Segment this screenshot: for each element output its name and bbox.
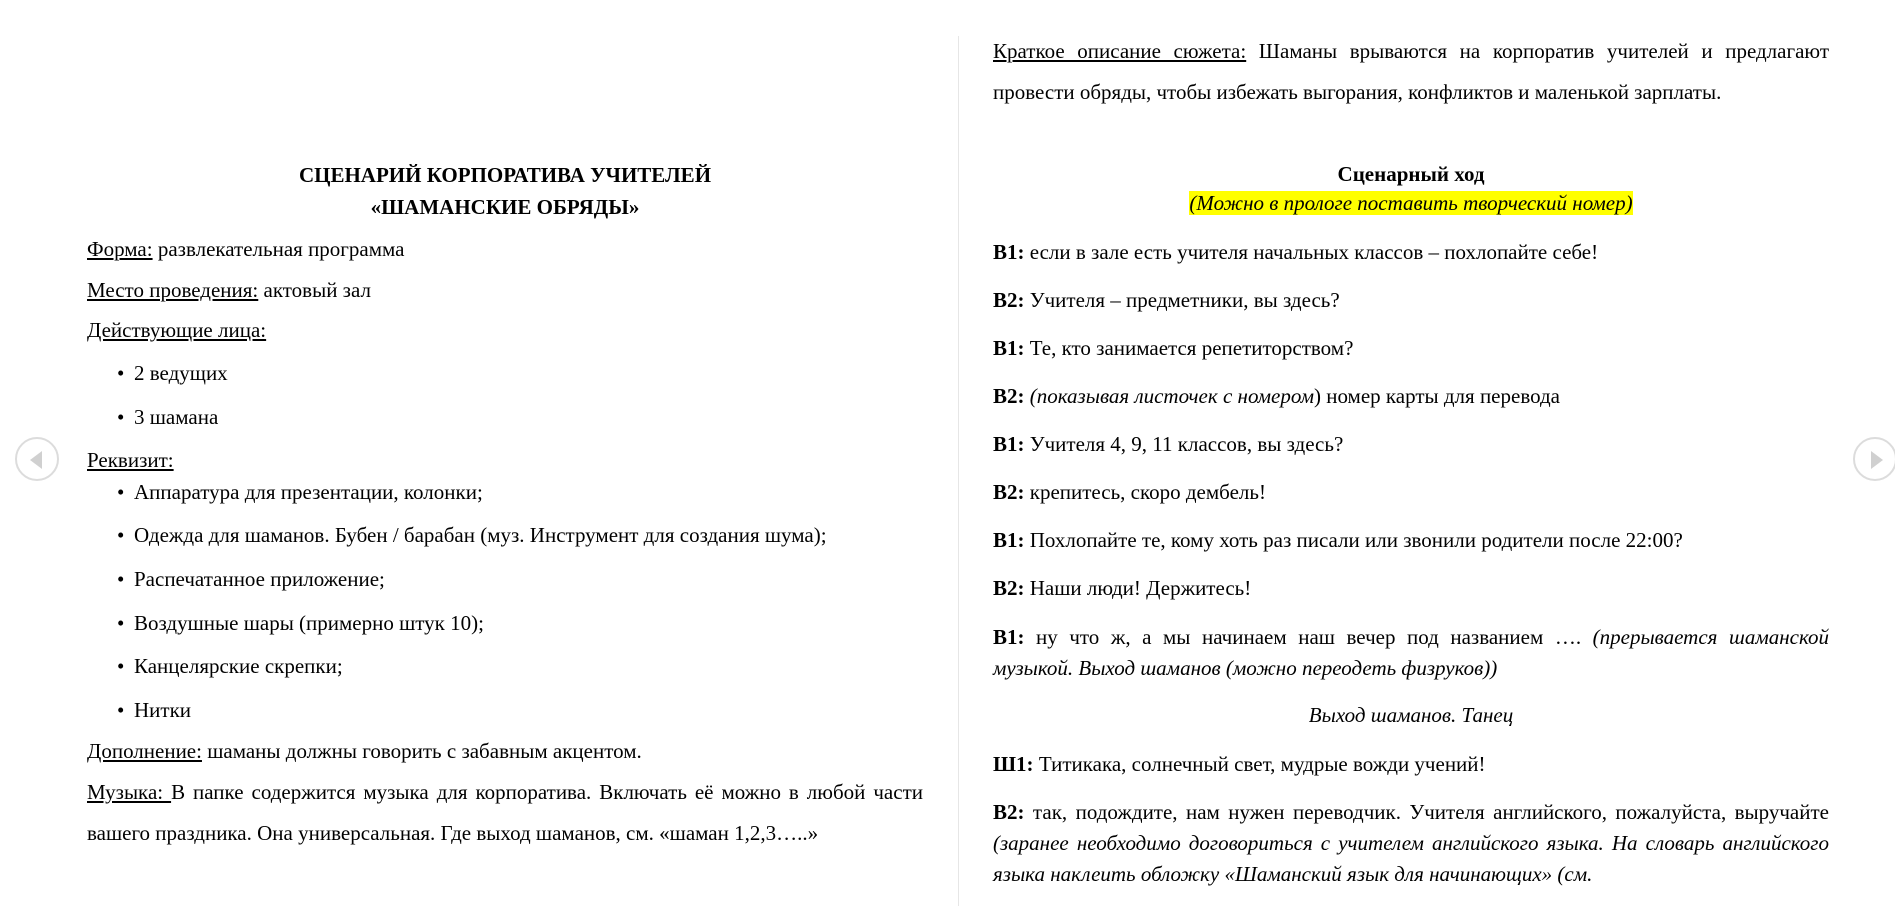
forma-row xyxy=(87,237,405,261)
document-title-line1: СЦЕНАРИЙ КОРПОРАТИВА УЧИТЕЛЕЙ xyxy=(298,163,712,187)
list-item: • 3 шамана xyxy=(117,405,219,429)
list-item: • Одежда для шаманов. Бубен / барабан (муз. Инструмент для создания шума); xyxy=(117,523,827,547)
dialogue-line: В1: если в зале есть учителя начальных классов – похлопайте себе! xyxy=(993,240,1599,264)
dialogue-line: В2: так, подождите, нам нужен переводчик. Учителя английского, пожалуйста, выручайте (заранее необходимо договориться с учителем английского языка. На словарь английского языка наклеить обложку «Шаманский язык для начинающих» (см. xyxy=(993,800,1829,886)
next-page-button[interactable] xyxy=(1853,437,1895,481)
music-paragraph xyxy=(87,772,923,854)
dialogue-line: В1: Учителя 4, 9, 11 классов, вы здесь? xyxy=(993,432,1344,456)
forma-value: развлекательная программа xyxy=(152,237,405,261)
bullet-icon: • xyxy=(117,361,125,385)
dialogue-line: Ш1: Титикака, солнечный свет, мудрые вожди учений! xyxy=(993,752,1486,776)
place-value: актовый зал xyxy=(258,278,371,302)
summary-value: Шаманы врываются на корпоратив учителей и предлагают провести обряды, чтобы избежать выгорания, конфликтов и маленькой зарплаты. xyxy=(993,39,1829,104)
document-title-line2: «ШАМАНСКИЕ ОБРЯДЫ» xyxy=(370,195,640,219)
forma-label: Форма: xyxy=(87,237,153,261)
addition-label: Дополнение: xyxy=(87,739,202,763)
bullet-icon: • xyxy=(117,611,125,635)
left-page xyxy=(87,0,923,923)
scenario-heading: Сценарный ход xyxy=(1337,162,1485,186)
dialogue-line: В2: (показывая листочек с номером) номер карты для перевода xyxy=(993,384,1561,408)
place-row xyxy=(87,278,371,302)
dialogue-line: В1: Похлопайте те, кому хоть раз писали или звонили родители после 22:00? xyxy=(993,528,1683,552)
summary-label: Краткое описание сюжета: xyxy=(993,39,1247,63)
list-item: • Канцелярские скрепки; xyxy=(117,654,343,678)
persons-label: Действующие лица: xyxy=(87,318,267,342)
list-item: • Нитки xyxy=(117,698,192,722)
list-item: • Распечатанное приложение; xyxy=(117,567,385,591)
dialogue-line: В1: ну что ж, а мы начинаем наш вечер под названием …. (прерывается шаманской музыкой. Выход шаманов (можно переодеть физруков)) xyxy=(993,625,1829,680)
dialogue-line: В2: Наши люди! Держитесь! xyxy=(993,576,1252,600)
chevron-right-icon xyxy=(1871,451,1883,469)
dialogue-line: В2: Учителя – предметники, вы здесь? xyxy=(993,288,1340,312)
place-label: Место проведения: xyxy=(87,278,259,302)
right-page xyxy=(993,0,1829,923)
bullet-icon: • xyxy=(117,654,125,678)
addition-value: шаманы должны говорить с забавным акцентом. xyxy=(201,739,642,763)
previous-page-button[interactable] xyxy=(15,437,59,481)
bullet-icon: • xyxy=(117,698,125,722)
music-label: Музыка: xyxy=(87,780,172,804)
dialogue-line: В1: Те, кто занимается репетиторством? xyxy=(993,336,1354,360)
bullet-icon: • xyxy=(117,480,125,504)
prologue-note: (Можно в прологе поставить творческий номер) xyxy=(1189,191,1633,215)
list-item: • Воздушные шары (примерно штук 10); xyxy=(117,611,484,635)
dialogue-line: В2: крепитесь, скоро дембель! xyxy=(993,480,1266,504)
addition-row xyxy=(87,739,642,763)
list-item: • 2 ведущих xyxy=(117,361,228,385)
music-value: В папке содержится музыка для корпоратива. Включать её можно в любой части вашего праздника. Она универсальная. Где выход шаманов, см. «шаман 1,2,3…..» xyxy=(87,780,923,845)
bullet-icon: • xyxy=(117,523,125,547)
list-item: • Аппаратура для презентации, колонки; xyxy=(117,480,483,504)
shaman-exit-note: Выход шаманов. Танец xyxy=(1308,703,1514,727)
bullet-icon: • xyxy=(117,567,125,591)
summary-paragraph xyxy=(993,31,1829,113)
page-divider xyxy=(958,36,959,906)
chevron-left-icon xyxy=(30,451,42,469)
props-label: Реквизит: xyxy=(87,448,174,472)
bullet-icon: • xyxy=(117,405,125,429)
